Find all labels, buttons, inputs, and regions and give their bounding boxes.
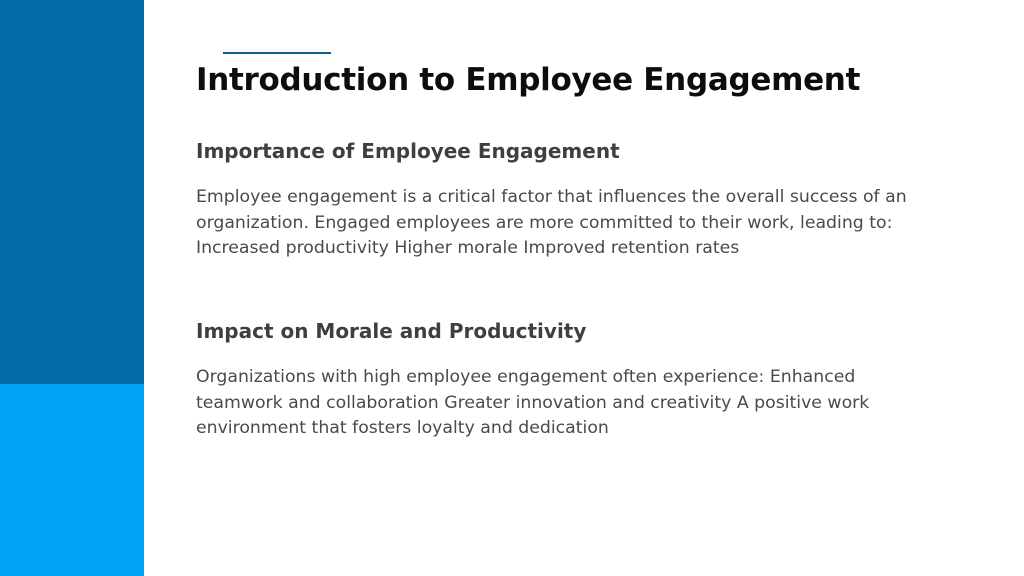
section-body-impact: Organizations with high employee engagement often experience: Enhanced teamwork and collaboration Greater innovation and creativity A positive work environment that fosters loyalty and dedication bbox=[196, 367, 870, 438]
section-heading-impact: Impact on Morale and Productivity bbox=[196, 319, 587, 343]
sidebar-light-block bbox=[0, 384, 144, 576]
slide-title: Introduction to Employee Engagement bbox=[196, 62, 861, 98]
sidebar-dark-block bbox=[0, 0, 144, 384]
section-body-importance: Employee engagement is a critical factor that influences the overall success of an organization. Engaged employees are more committed to their work, leading to: Increased productivity Higher morale Improved retention rates bbox=[196, 187, 907, 258]
title-accent-line bbox=[223, 52, 331, 54]
section-heading-importance: Importance of Employee Engagement bbox=[196, 139, 620, 163]
